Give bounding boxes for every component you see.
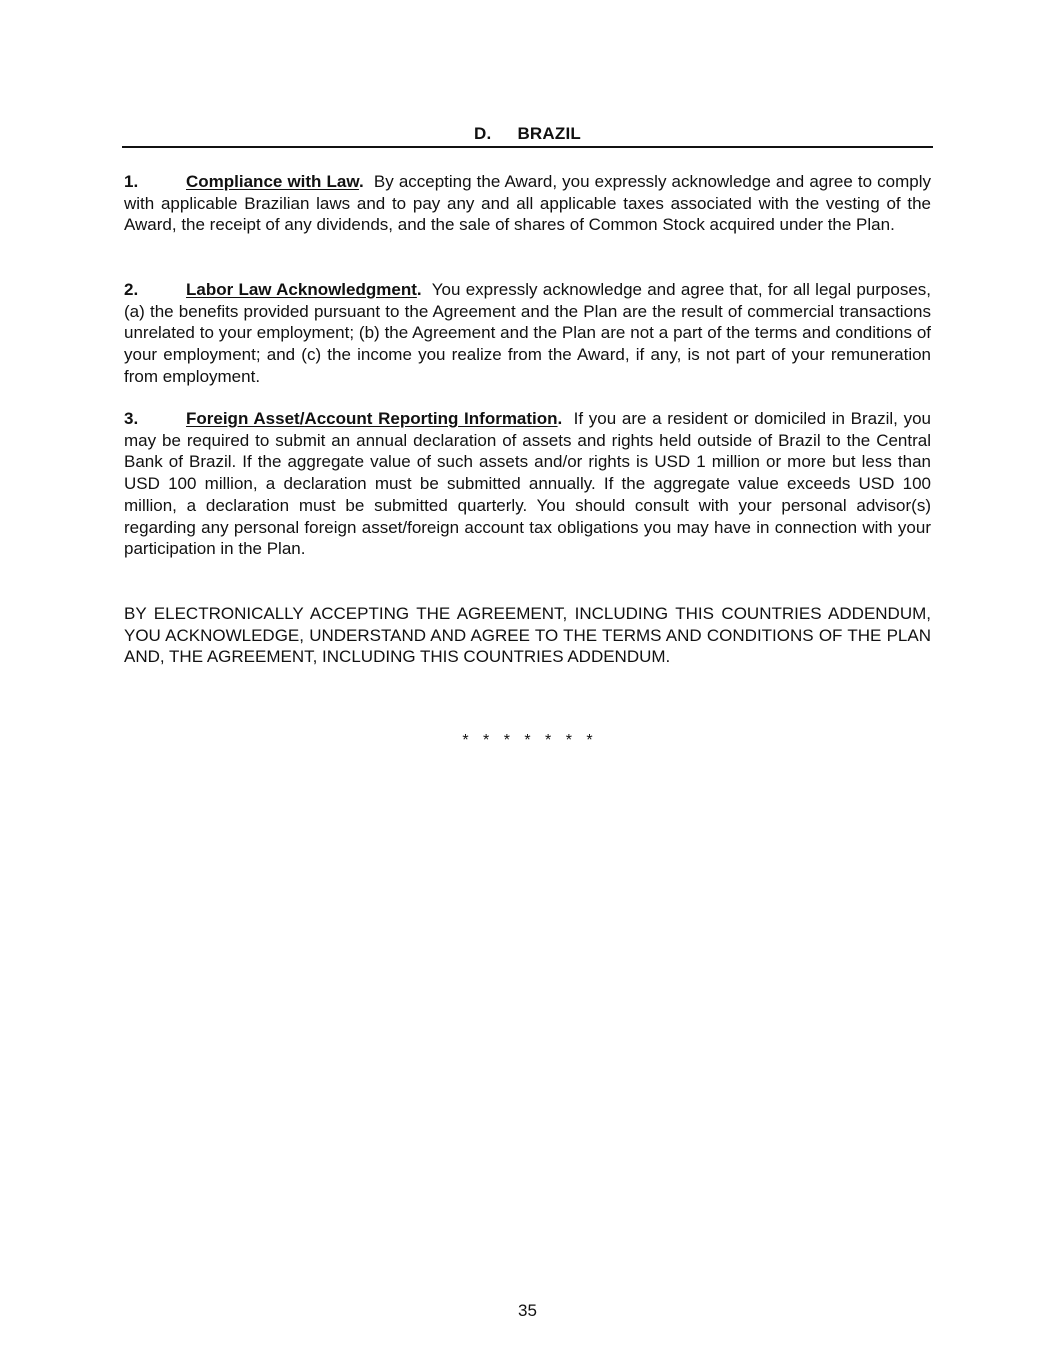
section-letter: D.: [474, 124, 492, 143]
section-title-foreign-asset: Foreign Asset/Account Reporting Information: [186, 409, 558, 428]
end-separator: * * * * * * *: [462, 732, 593, 749]
section-number: 1.: [124, 172, 139, 191]
section-heading-text: [474, 124, 581, 143]
section-body-labor-law: You expressly acknowledge and agree that, for all legal purposes, (a) the benefits provided pursuant to the Agreement and the Plan are the result of commercial transactions unrelated to your employment; (b) the Agreement and the Plan are not a part of the terms and conditions of your employment; and (c) the income you realize from the Award, if any, is not part of your remuneration from employment.: [124, 280, 931, 386]
section-title-period: .: [557, 409, 563, 428]
section-title-period: .: [416, 280, 422, 299]
page-number: 35: [518, 1301, 537, 1320]
section-number: 2.: [124, 280, 139, 299]
section-body-compliance: By accepting the Award, you expressly acknowledge and agree to comply with applicable Brazilian laws and to pay any and all applicable taxes associated with the vesting of the Award, the receipt of any dividends, and the sale of shares of Common Stock acquired under the Plan.: [124, 172, 931, 235]
section-foreign-asset-reporting: [124, 408, 931, 560]
section-title-period: .: [358, 172, 364, 191]
section-labor-law-acknowledgment: [124, 279, 931, 388]
section-body-foreign-asset: If you are a resident or domiciled in Brazil, you may be required to submit an annual declaration of assets and rights held outside of Brazil to the Central Bank of Brazil. If the aggregate value of such assets and/or rights is USD 1 million or more but less than USD 100 million, a declaration must be submitted annually. If the aggregate value exceeds USD 100 million, a declaration must be submitted quarterly. You should consult with your personal advisor(s) regarding any personal foreign asset/foreign account tax obligations you may have in connection with your participation in the Plan.: [124, 409, 931, 559]
closing-statement: BY ELECTRONICALLY ACCEPTING THE AGREEMENT, INCLUDING THIS COUNTRIES ADDENDUM, YOU ACKNOWLEDGE, UNDERSTAND AND AGREE TO THE TERMS AND CONDITIONS OF THE PLAN AND, THE AGREEMENT, INCLUDING THIS COUNTRIES ADDENDUM.: [124, 604, 931, 667]
section-title-labor-law: Labor Law Acknowledgment: [186, 280, 417, 299]
section-number: 3.: [124, 409, 139, 428]
section-heading: [122, 124, 933, 148]
section-compliance-with-law: [124, 171, 931, 236]
section-title: BRAZIL: [517, 124, 581, 143]
section-title-compliance: Compliance with Law: [186, 172, 359, 191]
